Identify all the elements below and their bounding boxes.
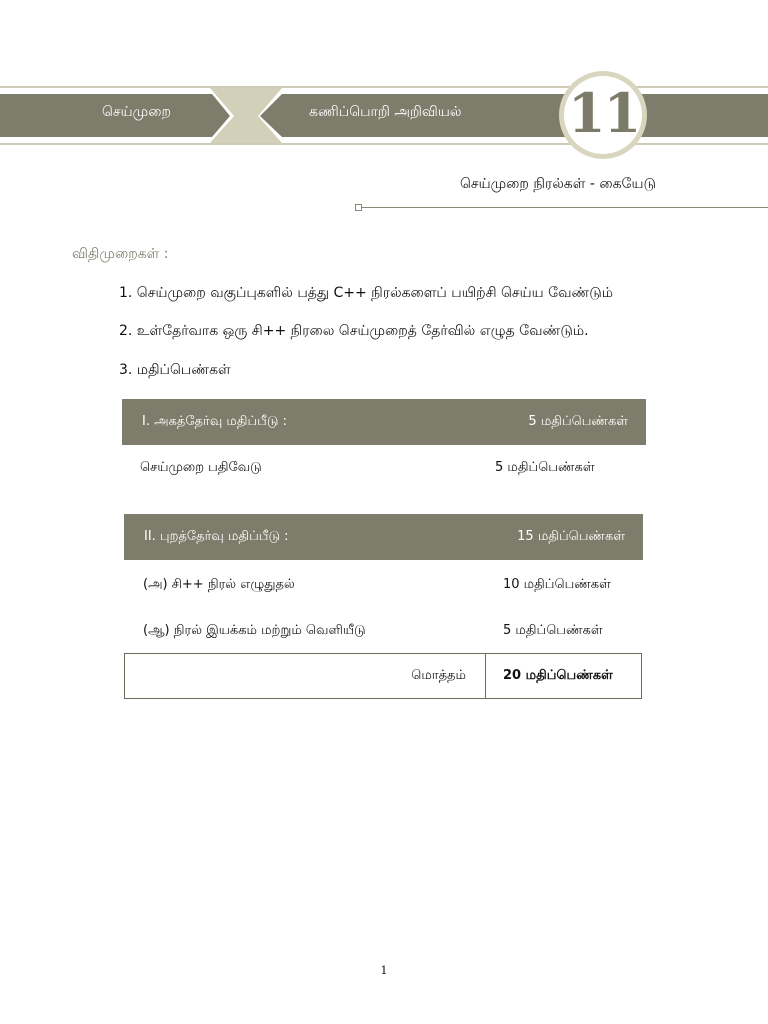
- total-row: [124, 653, 642, 699]
- title-underline: [360, 207, 768, 208]
- internal-item-label: செய்முறை பதிவேடு: [140, 460, 262, 475]
- internal-assessment-label: I. அகத்தேர்வு மதிப்பீடு :: [142, 414, 287, 429]
- total-divider: [485, 654, 486, 698]
- page-title: செய்முறை நிரல்கள் - கையேடு: [459, 176, 656, 192]
- header-center-label: கணிப்பொறி அறிவியல்: [309, 104, 462, 120]
- internal-assessment-marks: 5 மதிப்பெண்கள்: [528, 414, 628, 429]
- external-item-label: (அ) சி++ நிரல் எழுதுதல்: [143, 577, 295, 592]
- page-number: 1: [380, 964, 388, 977]
- external-assessment-label: II. புறத்தேர்வு மதிப்பீடு :: [144, 529, 289, 544]
- rule-item-1: 1. செய்முறை வகுப்புகளில் பத்து C++ நிரல்களைப் பயிற்சி செய்ய வேண்டும்: [119, 285, 614, 301]
- header-band-graphic: [0, 0, 768, 170]
- title-underline-marker: [355, 204, 362, 211]
- header-left-label: செய்முறை: [102, 104, 171, 120]
- rule-item-3: 3. மதிப்பெண்கள்: [119, 362, 231, 378]
- internal-assessment-header: [122, 399, 646, 445]
- external-item-marks: 10 மதிப்பெண்கள்: [503, 577, 611, 592]
- total-marks: 20 மதிப்பெண்கள்: [503, 668, 613, 683]
- external-item-marks: 5 மதிப்பெண்கள்: [503, 623, 603, 638]
- chapter-number: 11: [568, 81, 640, 145]
- external-assessment-marks: 15 மதிப்பெண்கள்: [517, 529, 625, 544]
- rule-item-2: 2. உள்தேர்வாக ஒரு சி++ நிரலை செய்முறைத் தேர்வில் எழுத வேண்டும்.: [119, 323, 589, 339]
- external-assessment-header: [124, 514, 643, 560]
- internal-item-marks: 5 மதிப்பெண்கள்: [495, 460, 595, 475]
- total-label: மொத்தம்: [411, 668, 466, 683]
- external-item-label: (ஆ) நிரல் இயக்கம் மற்றும் வெளியீடு: [143, 623, 366, 638]
- rules-heading: விதிமுறைகள் :: [72, 246, 169, 262]
